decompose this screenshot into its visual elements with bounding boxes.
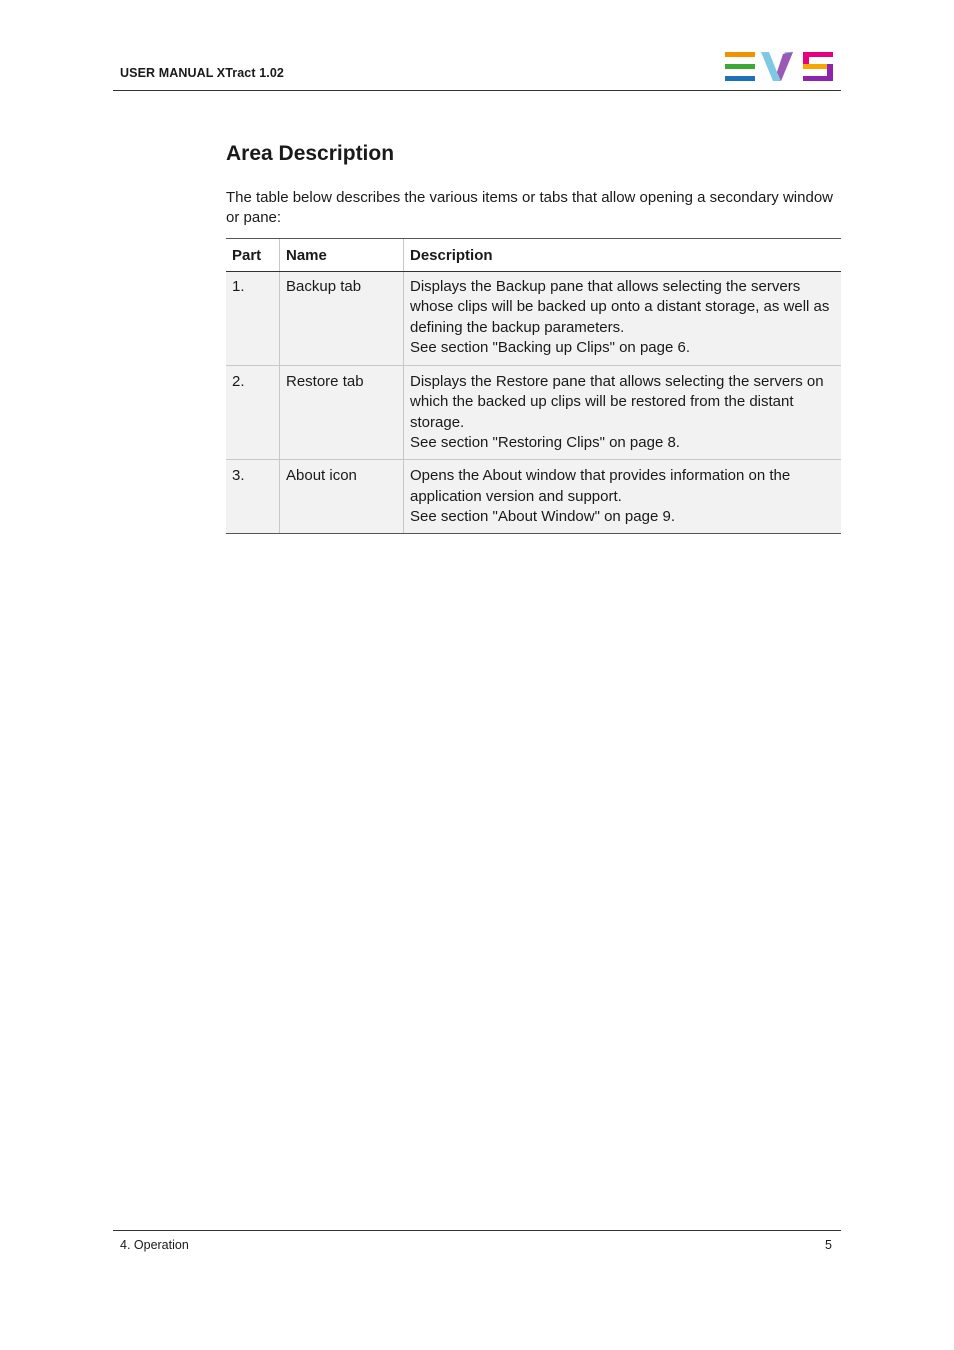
evs-logo <box>725 52 835 82</box>
area-description-table <box>226 238 841 534</box>
column-header-description: Description <box>404 239 842 272</box>
cell-description <box>404 366 842 460</box>
cell-description <box>404 460 842 534</box>
section-title: Area Description <box>226 142 395 165</box>
intro-paragraph: The table below describes the various items or tabs that allow opening a secondary window or pane: <box>226 189 834 226</box>
description-text: Opens the About window that provides information on the application version and support. <box>410 467 791 505</box>
description-text: Displays the Backup pane that allows selecting the servers whose clips will be backed up onto a distant storage, as well as defining the backup parameters. <box>410 278 830 336</box>
cross-reference-link[interactable]: See section "Restoring Clips" on page 8. <box>410 434 680 452</box>
column-header-name: Name <box>280 239 404 272</box>
cell-part: 1. <box>226 272 280 366</box>
cell-part: 2. <box>226 366 280 460</box>
description-text: Displays the Restore pane that allows selecting the servers on which the backed up clips will be restored from the distant storage. <box>410 373 824 431</box>
cell-part: 3. <box>226 460 280 534</box>
table-header-row <box>226 239 841 272</box>
cell-name: About icon <box>280 460 404 534</box>
footer-chapter: 4. Operation <box>120 1238 189 1252</box>
cross-reference-link[interactable]: See section "Backing up Clips" on page 6. <box>410 338 690 356</box>
document-header-title: USER MANUAL XTract 1.02 <box>120 66 284 80</box>
column-header-part: Part <box>226 239 280 272</box>
cell-name: Restore tab <box>280 366 404 460</box>
table-row <box>226 272 841 366</box>
footer-divider <box>113 1230 841 1231</box>
table-row <box>226 460 841 534</box>
cell-description <box>404 272 842 366</box>
table-row <box>226 366 841 460</box>
header-divider <box>113 90 841 91</box>
footer-page-number: 5 <box>825 1238 832 1252</box>
cross-reference-link[interactable]: See section "About Window" on page 9. <box>410 507 675 525</box>
cell-name: Backup tab <box>280 272 404 366</box>
